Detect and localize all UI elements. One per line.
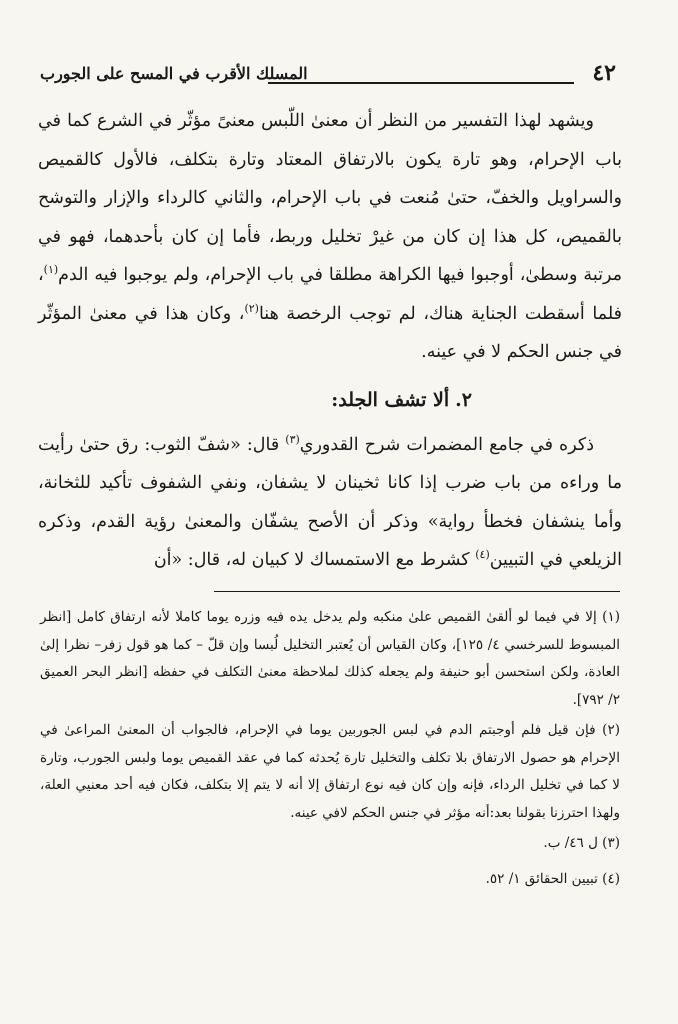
paragraph-2-text-b: قال: «شفّ الثوب: رق حتىٰ رأيت ما وراءه من باب ضرب إذا كانا ثخينان لا يشفان، ونفي الشفوف تأكيد للثخانة، وأما ينشفان فخطأ رواية» وذكر أن الأصح يشفّان والمعنىٰ رؤية القدم، وذكره الزيلعي في التبيين bbox=[38, 434, 622, 570]
footnote-ref-3: (٣) bbox=[285, 432, 300, 446]
footnote-2: (٢) فإن قيل فلم أوجبتم الدم في لبس الجوربين يوما في الإحرام، فالجواب أن المعنىٰ المراعىٰ في الإحرام هو حصول الارتفاق بلا تكلف والتخليل تارة يُحدثه كما في عقد القميص يوما ولبس الجورب، وتارة لا كما في تخليل الرداء، فإنه وإن كان فيه نوع ارتفاق إلا أنه لا يتم إلا بتكلف، فكان فيه أحد معنيي العلة، ولهذا احترزنا بقولنا بعد:أنه مؤثر في جنس الحكم لافي عينه. bbox=[40, 722, 620, 821]
paragraph-2-text-a: ذكره في جامع المضمرات شرح القدوري bbox=[299, 434, 594, 455]
footnote-ref-1: (١) bbox=[43, 263, 59, 277]
section-title: ألا تشف الجلد: bbox=[331, 388, 450, 411]
paragraph-2-text-c: كشرط مع الاستمساك لا كبيان له، قال: «أن bbox=[153, 550, 476, 570]
paragraph-1-text-c: ، وكان هذا في معنىٰ المؤثّر في جنس الحكم لا في عينه. bbox=[38, 303, 622, 362]
page-number: ٤٢ bbox=[592, 60, 616, 86]
running-title: المسلك الأقرب في المسح على الجورب bbox=[40, 64, 308, 83]
section-heading bbox=[38, 378, 622, 422]
footnotes bbox=[40, 604, 620, 901]
footnote-1: (١) إلا في فيما لو ألقىٰ القميص علىٰ منكبه ولم يدخل يده فيه وزره يوما كاملا لأنه ارتفاق كامل [انظر المبسوط للسرخسي ٤/ ١٢٥]، وكان القياس أن يُعتبر التخليل لُبسا وإن قلّ – كما هو قول زفر– نظرا إلىٰ العادة، ولكن استحسن أبو حنيفة ولم يجعله كذلك لملاحظة معنىٰ التكلف في حفظه [انظر البحر العميق ٢/ ٧٩٢]. bbox=[40, 609, 620, 708]
section-number: ٢. bbox=[455, 388, 472, 411]
footnote-4: (٤) تبيين الحقائق ١/ ٥٢. bbox=[485, 870, 620, 887]
paragraph-1-text-b: ، فلما أسقطت الجناية هناك، لم توجب الرخصة هنا bbox=[38, 265, 622, 324]
footnote-ref-2: (٢) bbox=[244, 301, 259, 315]
header-rule bbox=[268, 82, 574, 84]
footnote-ref-4: (٤) bbox=[475, 548, 490, 562]
page-header bbox=[40, 62, 616, 88]
paragraph-2 bbox=[38, 426, 622, 580]
footnote-3: (٣) ل ٤٦/ ب. bbox=[543, 835, 620, 851]
footnote-separator bbox=[214, 591, 620, 592]
paragraph-1 bbox=[38, 102, 622, 372]
paragraph-1-text-a: ويشهد لهذا التفسير من النظر أن معنىٰ اللّبس معنىً مؤثّر في الشرع كما في باب الإحرام، وهو تارة يكون بالارتفاق المعتاد وتارة بتكلف، فالأول كالقميص والسراويل والخفّ، حتىٰ مُنعت في باب الإحرام، والثاني كالرداء والإزار والتوشح بالقميص، كل هذا إن كان من غيرْ تخليل وربط، فأما إن كان بأحدهما، فهو في مرتبة وسطىٰ، أوجبوا فيها الكراهة مطلقا في باب الإحرام، ولم يوجبوا فيه الدم bbox=[38, 111, 622, 285]
main-text bbox=[38, 102, 622, 580]
